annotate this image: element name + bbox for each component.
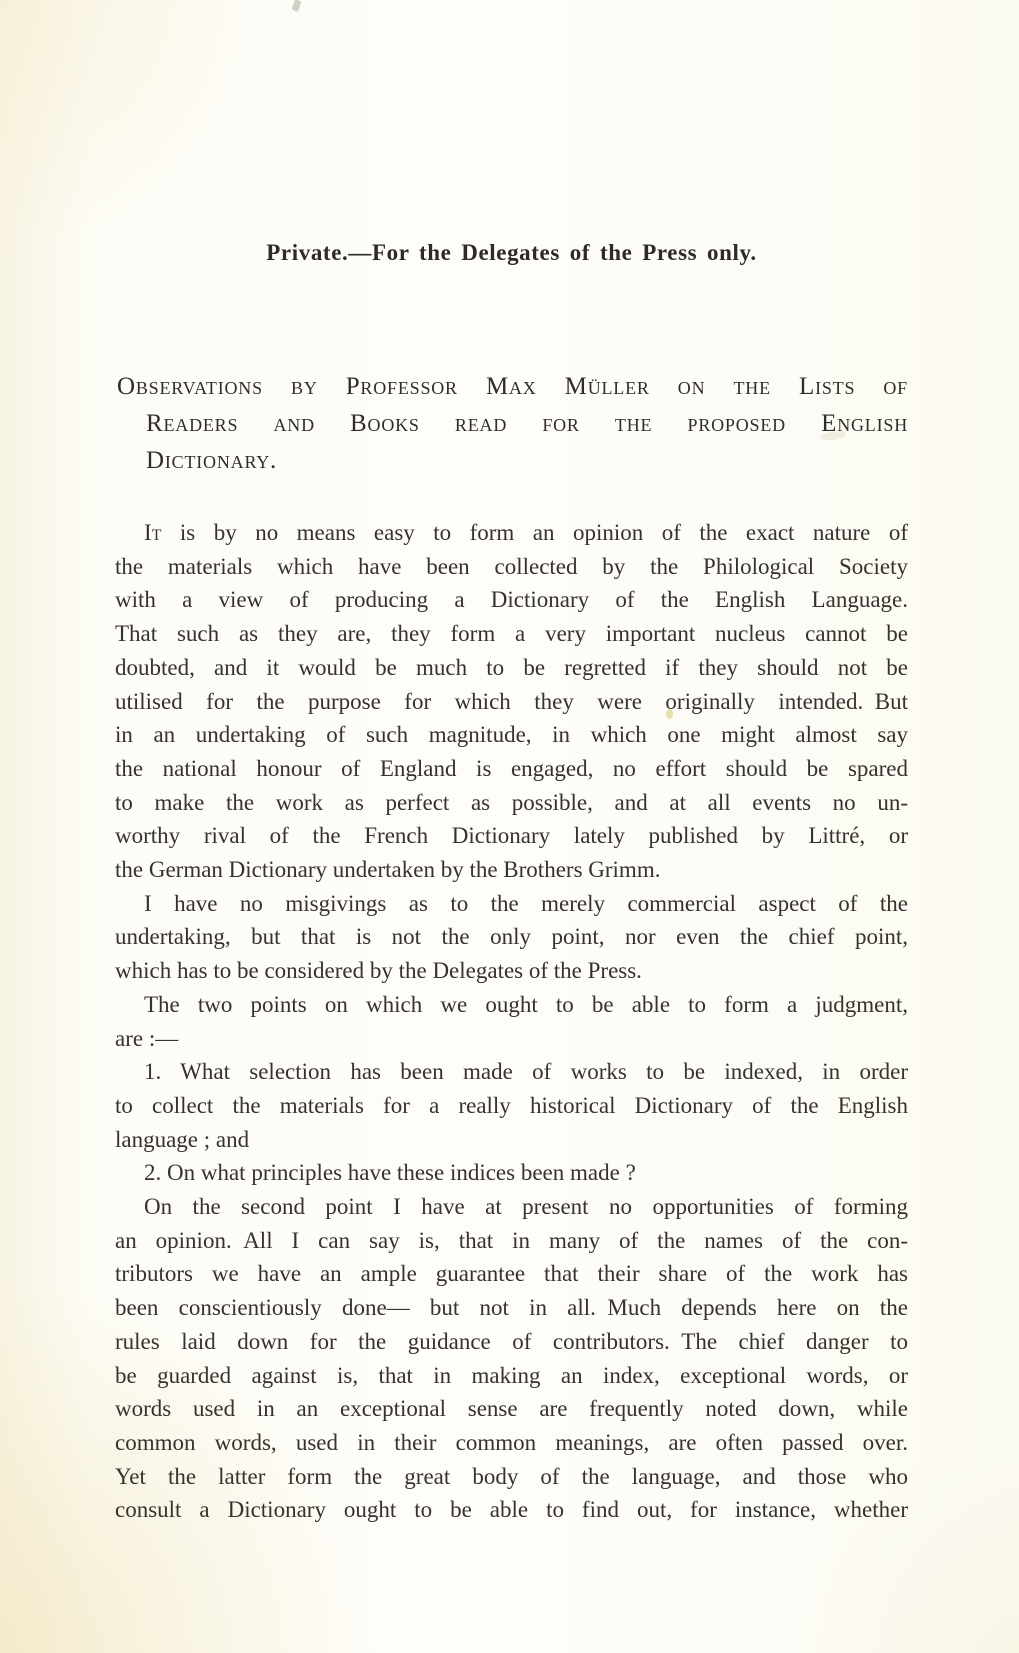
text-line: an opinion. All I can say is, that in many of the names of the con- [115, 1227, 908, 1253]
text-line [115, 516, 908, 550]
text-line: 2. On what principles have these indices been made ? [144, 1160, 636, 1186]
text-line: Dictionary. [146, 447, 278, 474]
text-line: utilised for the purpose for which they were originally intended. But [115, 688, 908, 714]
line-text: is by no means easy to form an opinion of the exact nature of [161, 520, 908, 545]
text-line: On the second point I have at present no opportunities of forming [144, 1194, 908, 1220]
text-line: be guarded against is, that in making an index, exceptional words, or [115, 1362, 908, 1388]
text-line: I have no misgivings as to the merely commercial aspect of the [144, 890, 908, 916]
text-line: common words, used in their common meanings, are often passed over. [115, 1429, 908, 1455]
text-line: doubted, and it would be much to be regretted if they should not be [115, 654, 908, 680]
text-line: 1. What selection has been made of works to be indexed, in order [144, 1059, 908, 1085]
text-line: the materials which have been collected by the Philological Society [115, 553, 908, 579]
text-line: Observations by Professor Max Müller on the Lists of [117, 373, 908, 400]
text-line: worthy rival of the French Dictionary lately published by Littré, or [115, 823, 908, 849]
text-line: to collect the materials for a really historical Dictionary of the English [115, 1092, 908, 1118]
text-line: the national honour of England is engaged, no effort should be spared [115, 755, 908, 781]
text-line: in an undertaking of such magnitude, in which one might almost say [115, 722, 908, 748]
document-heading [117, 368, 908, 479]
small-caps-lead: It [144, 520, 162, 545]
text-line: the German Dictionary undertaken by the Brothers Grimm. [115, 857, 661, 883]
text-line: Yet the latter form the great body of the language, and those who [115, 1463, 908, 1489]
text-line: which has to be considered by the Delegates of the Press. [115, 958, 642, 984]
text-line: consult a Dictionary ought to be able to find out, for instance, whether [115, 1497, 908, 1523]
text-line: words used in an exceptional sense are frequently noted down, while [115, 1396, 908, 1422]
document-notice: Private.—For the Delegates of the Press only. [266, 240, 757, 265]
text-line: language ; and [115, 1126, 250, 1152]
scan-artifact [291, 0, 301, 12]
text-line: rules laid down for the guidance of contributors. The chief danger to [115, 1328, 908, 1354]
text-line: are :— [115, 1025, 179, 1051]
text-line: undertaking, but that is not the only point, nor even the chief point, [115, 924, 908, 950]
text-line: been conscientiously done— but not in all. Much depends here on the [115, 1295, 908, 1321]
text-line: That such as they are, they form a very important nucleus cannot be [115, 621, 908, 647]
text-line: Readers and Books read for the proposed English [146, 410, 908, 437]
text-line: tributors we have an ample guarantee that their share of the work has [115, 1261, 908, 1287]
text-line: with a view of producing a Dictionary of the English Language. [115, 587, 908, 613]
text-line: to make the work as perfect as possible, and at all events no un- [115, 789, 908, 815]
document-body [115, 516, 908, 1527]
text-line: The two points on which we ought to be able to form a judgment, [144, 991, 908, 1017]
